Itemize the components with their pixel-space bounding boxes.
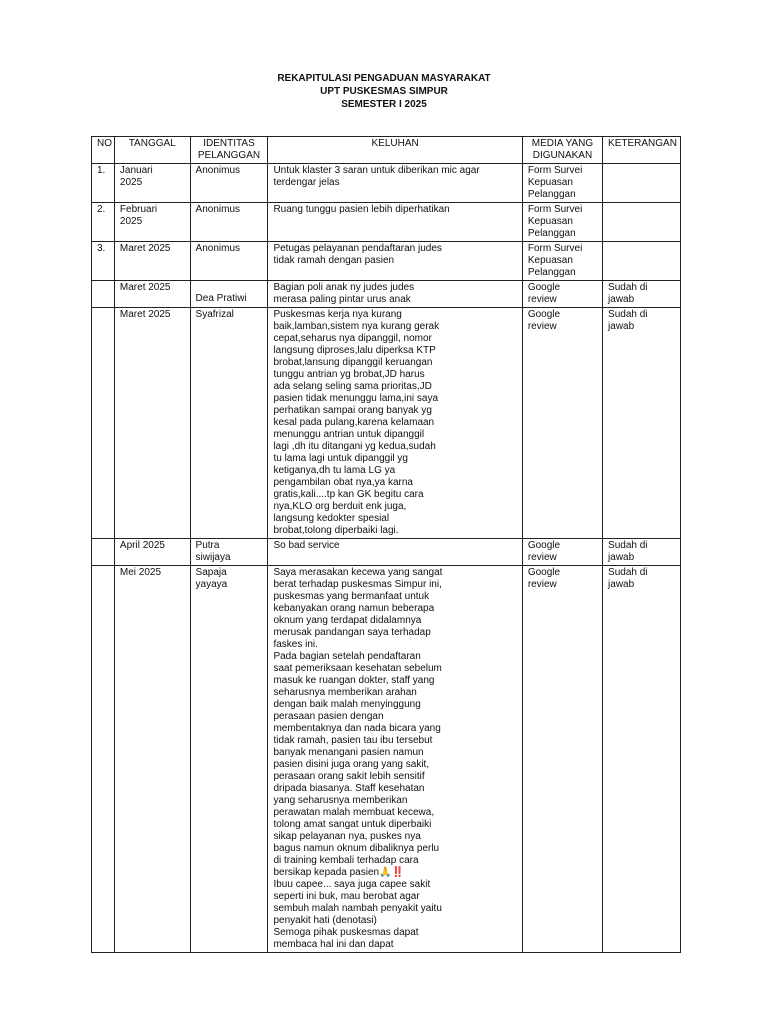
cell-tanggal: Maret 2025	[114, 308, 190, 539]
header-keluhan: KELUHAN	[268, 137, 522, 164]
cell-tanggal: April 2025	[114, 539, 190, 566]
cell-identitas: Syafrizal	[190, 308, 268, 539]
cell-no	[92, 308, 115, 539]
header-keterangan: KETERANGAN	[603, 137, 681, 164]
header-no: NO	[92, 137, 115, 164]
cell-keluhan: Ruang tunggu pasien lebih diperhatikan	[268, 203, 522, 242]
cell-no: 2.	[92, 203, 115, 242]
table-row	[92, 164, 681, 203]
cell-media: Form Survei Kepuasan Pelanggan	[522, 203, 602, 242]
cell-no	[92, 539, 115, 566]
table-row	[92, 566, 681, 953]
cell-media: Google review	[522, 539, 602, 566]
cell-keluhan: Petugas pelayanan pendaftaran judes tidak ramah dengan pasien	[268, 242, 522, 281]
table-header-row	[92, 137, 681, 164]
title-line-3: SEMESTER I 2025	[341, 99, 427, 110]
cell-keterangan	[603, 242, 681, 281]
cell-identitas: Dea Pratiwi	[190, 281, 268, 308]
cell-tanggal: Januari 2025	[114, 164, 190, 203]
header-tanggal: TANGGAL	[114, 137, 190, 164]
table-row	[92, 203, 681, 242]
cell-media: Google review	[522, 308, 602, 539]
cell-media: Form Survei Kepuasan Pelanggan	[522, 242, 602, 281]
cell-no	[92, 566, 115, 953]
cell-keluhan: Untuk klaster 3 saran untuk diberikan mic agar terdengar jelas	[268, 164, 522, 203]
cell-media: Google review	[522, 281, 602, 308]
cell-keterangan	[603, 164, 681, 203]
title-line-1: REKAPITULASI PENGADUAN MASYARAKAT	[277, 73, 491, 84]
cell-no: 1.	[92, 164, 115, 203]
table-row	[92, 308, 681, 539]
cell-identitas: Anonimus	[190, 164, 268, 203]
cell-tanggal: Februari 2025	[114, 203, 190, 242]
cell-tanggal: Mei 2025	[114, 566, 190, 953]
cell-identitas: Anonimus	[190, 203, 268, 242]
cell-keterangan	[603, 203, 681, 242]
table-row	[92, 539, 681, 566]
cell-identitas: Putra siwijaya	[190, 539, 268, 566]
table-row	[92, 242, 681, 281]
cell-keluhan: Saya merasakan kecewa yang sangat berat terhadap puskesmas Simpur ini, puskesmas yang bermanfaat untuk kebanyakan orang namun beberapa oknum yang terdapat didalamnya merusak pandangan saya terhadap faskes ini. Pada bagian setelah pendaftaran saat pemeriksaan kesehatan sebelum masuk ke ruangan dokter, staff yang seharusnya memberikan arahan dengan baik malah menyinggung perasaan pasien dengan membentaknya dan nada bicara yang tidak ramah, pasien tau ibu tersebut banyak menangani pasien namun pasien disini juga orang yang sakit, perasaan orang sakit lebih sensitif dripada biasanya. Staff kesehatan yang seharusnya memberikan perawatan malah membuat kecewa, tolong amat sangat untuk diperbaiki sikap pelayanan nya, puskes nya bagus namun oknum dibaliknya perlu di training kembali terhadap cara bersikap kepada pasien🙏‼️ Ibuu capee... saya juga capee sakit seperti ini buk, mau berobat agar sembuh malah nambah penyakit yaitu penyakit hati (denotasi) Semoga pihak puskesmas dapat membaca hal ini dan dapat	[268, 566, 522, 953]
cell-media: Google review	[522, 566, 602, 953]
cell-keluhan: Puskesmas kerja nya kurang baik,lamban,sistem nya kurang gerak cepat,seharus nya dipanggil, nomor langsung diproses,lalu diperksa KTP brobat,lansung dipanggil keruangan tunggu antrian yg brobat,JD harus ada selang seling sama prioritas,JD pasien tidak menunggu lama,ini saya perhatikan sampai orang banyak yg kesal pada pulang,karena kelamaan menunggu antrian untuk dipanggil lagi ,dh itu ditangani yg kedua,sudah tu lama lagi untuk dipanggil yg ketiganya,dh tu lama LG ya pengambilan obat nya,ya karna gratis,kali....tp kan GK begitu cara nya,KLO org berduit enk juga, langsung kedokter spesial brobat,tolong diperbaiki lagi.	[268, 308, 522, 539]
cell-keterangan: Sudah di jawab	[603, 566, 681, 953]
header-media: MEDIA YANG DIGUNAKAN	[522, 137, 602, 164]
document-title	[0, 72, 768, 111]
cell-tanggal: Maret 2025	[114, 281, 190, 308]
complaint-table	[91, 136, 681, 953]
cell-tanggal: Maret 2025	[114, 242, 190, 281]
title-line-2: UPT PUSKESMAS SIMPUR	[320, 86, 448, 97]
cell-keterangan: Sudah di jawab	[603, 539, 681, 566]
cell-no	[92, 281, 115, 308]
cell-identitas: Sapaja yayaya	[190, 566, 268, 953]
cell-keluhan: So bad service	[268, 539, 522, 566]
cell-keluhan: Bagian poli anak ny judes judes merasa paling pintar urus anak	[268, 281, 522, 308]
table-row	[92, 281, 681, 308]
cell-identitas: Anonimus	[190, 242, 268, 281]
cell-keterangan: Sudah di jawab	[603, 308, 681, 539]
cell-media: Form Survei Kepuasan Pelanggan	[522, 164, 602, 203]
cell-no: 3.	[92, 242, 115, 281]
header-identitas: IDENTITAS PELANGGAN	[190, 137, 268, 164]
cell-keterangan: Sudah di jawab	[603, 281, 681, 308]
